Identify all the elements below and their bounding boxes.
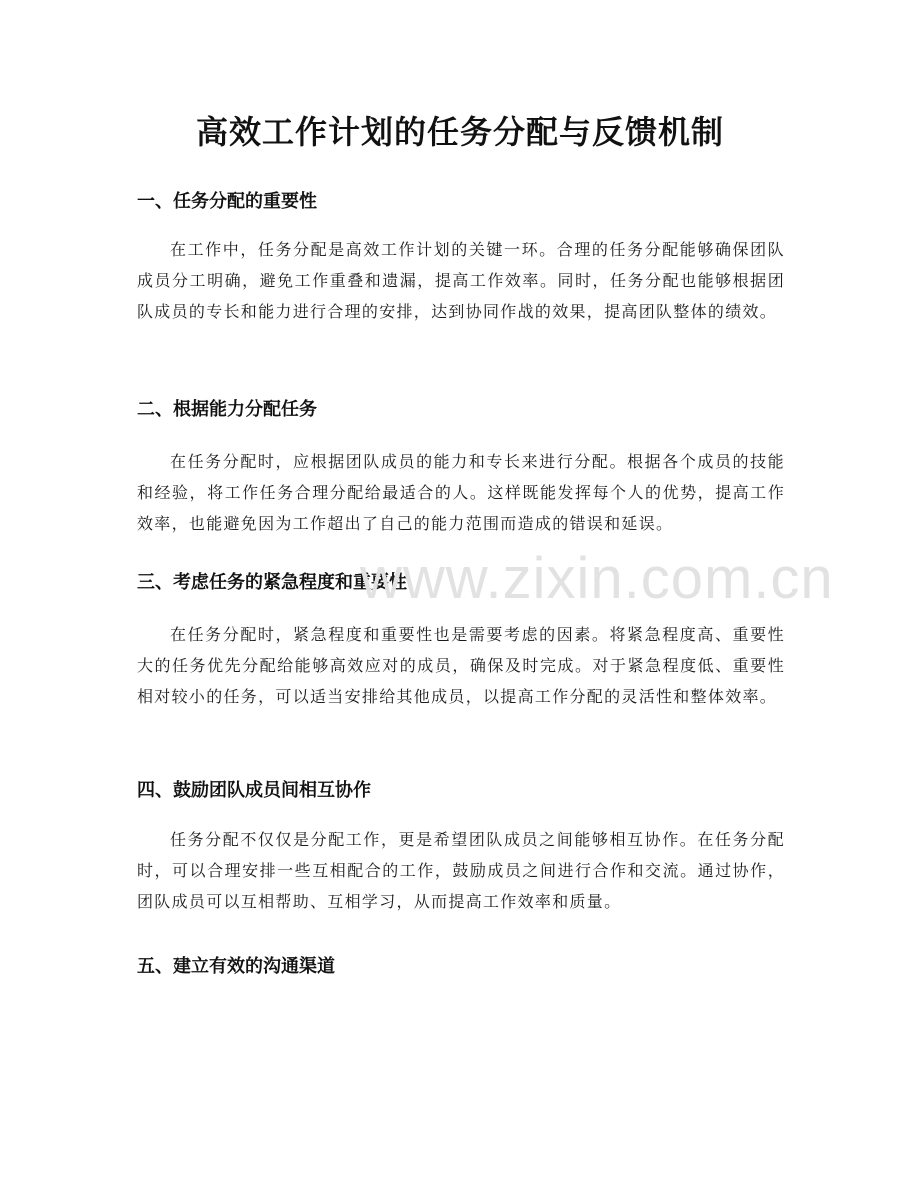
section-heading-1: 一、任务分配的重要性: [137, 191, 317, 212]
section-heading-2: 二、根据能力分配任务: [137, 399, 317, 420]
section-body-2: 在任务分配时，应根据团队成员的能力和专长来进行分配。根据各个成员的技能和经验，将工作任务合理分配给最适合的人。这样既能发挥每个人的优势，提高工作效率，也能避免因为工作超出了自己的能力范围而造成的错误和延误。: [137, 452, 785, 533]
section-body-3: 在任务分配时，紧急程度和重要性也是需要考虑的因素。将紧急程度高、重要性大的任务优先分配给能够高效应对的成员，确保及时完成。对于紧急程度低、重要性相对较小的任务，可以适当安排给其他成员，以提高工作分配的灵活性和整体效率。: [137, 625, 785, 706]
section-heading-5: 五、建立有效的沟通渠道: [137, 956, 335, 977]
watermark: www.zixin.com.cn: [360, 546, 834, 611]
section-heading-3: 三、考虑任务的紧急程度和重要性: [137, 572, 407, 593]
section-body-1: 在工作中，任务分配是高效工作计划的关键一环。合理的任务分配能够确保团队成员分工明确，避免工作重叠和遗漏，提高工作效率。同时，任务分配也能够根据团队成员的专长和能力进行合理的安排，达到协同作战的效果，提高团队整体的绩效。: [137, 240, 785, 321]
document-title: 高效工作计划的任务分配与反馈机制: [195, 113, 724, 151]
section-heading-4: 四、鼓励团队成员间相互协作: [137, 780, 371, 801]
section-body-4: 任务分配不仅仅是分配工作，更是希望团队成员之间能够相互协作。在任务分配时，可以合理安排一些互相配合的工作，鼓励成员之间进行合作和交流。通过协作，团队成员可以互相帮助、互相学习，从而提高工作效率和质量。: [137, 830, 785, 911]
